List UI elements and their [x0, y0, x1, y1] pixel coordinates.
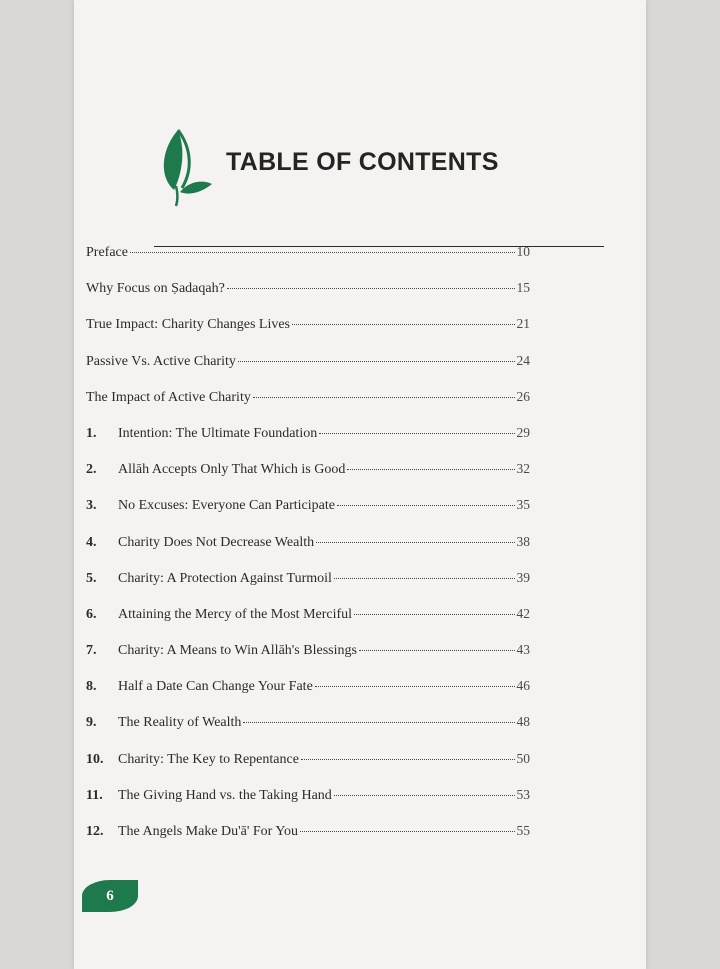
toc-entry[interactable] [86, 353, 530, 389]
dot-leader [301, 759, 515, 760]
toc-list [86, 244, 530, 859]
page-number-badge: 6 [82, 880, 138, 912]
toc-entry[interactable] [86, 316, 530, 352]
toc-entry-number: 11. [86, 787, 103, 803]
toc-entry-number: 4. [86, 534, 97, 550]
toc-entry-page: 42 [516, 605, 530, 621]
toc-entry-label: Passive Vs. Active Charity [86, 353, 236, 369]
toc-entry-page: 39 [516, 569, 530, 585]
dot-leader [238, 361, 515, 362]
toc-entry-number: 3. [86, 498, 97, 514]
toc-entry-label: The Giving Hand vs. the Taking Hand [118, 787, 332, 803]
toc-entry[interactable] [86, 642, 530, 678]
toc-entry-number: 9. [86, 715, 97, 731]
toc-entry-label: True Impact: Charity Changes Lives [86, 317, 291, 333]
toc-entry-label: Allāh Accepts Only That Which is Good [118, 462, 346, 478]
toc-entry-page: 15 [516, 280, 530, 296]
toc-entry-page: 24 [516, 352, 530, 368]
toc-entry-number: 6. [86, 606, 97, 622]
toc-entry-label: Intention: The Ultimate Foundation [118, 425, 318, 441]
toc-entry-label: Half a Date Can Change Your Fate [118, 679, 313, 695]
toc-entry[interactable] [86, 280, 530, 316]
toc-entry-page: 38 [516, 533, 530, 549]
dot-leader [334, 578, 515, 579]
dot-leader [334, 795, 515, 796]
toc-entry-label: The Angels Make Du'ā' For You [118, 824, 299, 839]
toc-entry-label: The Reality of Wealth [118, 715, 242, 731]
page-title: TABLE OF CONTENTS [226, 148, 499, 176]
toc-entry[interactable] [86, 678, 530, 714]
toc-entry[interactable] [86, 461, 530, 497]
toc-entry-number: 2. [86, 462, 97, 478]
dot-leader [354, 614, 514, 615]
toc-entry[interactable] [86, 787, 530, 823]
toc-entry-label: Charity: The Key to Repentance [118, 751, 299, 767]
toc-entry[interactable] [86, 606, 530, 642]
toc-entry-label: Preface [86, 245, 128, 260]
toc-entry[interactable] [86, 714, 530, 750]
toc-entry[interactable] [86, 497, 530, 533]
dot-leader [347, 469, 514, 470]
toc-entry-page: 10 [516, 244, 530, 259]
toc-entry-page: 29 [516, 424, 530, 440]
dot-leader [243, 722, 514, 723]
toc-entry[interactable] [86, 751, 530, 787]
dot-leader [227, 288, 515, 289]
toc-entry[interactable] [86, 389, 530, 425]
toc-entry-number: 12. [86, 824, 104, 839]
dot-leader [319, 433, 514, 434]
toc-entry-page: 21 [516, 316, 530, 332]
toc-entry-page: 46 [516, 678, 530, 694]
toc-entry-page: 48 [516, 714, 530, 730]
toc-entry[interactable] [86, 425, 530, 461]
dot-leader [130, 252, 515, 253]
toc-entry-number: 10. [86, 751, 104, 767]
toc-entry-number: 8. [86, 679, 97, 695]
toc-entry-label: Charity: A Protection Against Turmoil [118, 570, 332, 586]
leaf-logo-icon [156, 128, 214, 210]
toc-entry-page: 32 [516, 461, 530, 477]
toc-entry-page: 50 [516, 750, 530, 766]
toc-entry-label: Charity Does Not Decrease Wealth [118, 534, 315, 550]
toc-entry-number: 1. [86, 425, 97, 441]
dot-leader [300, 831, 514, 832]
toc-entry[interactable] [86, 823, 530, 859]
toc-entry-page: 53 [516, 786, 530, 802]
dot-leader [253, 397, 515, 398]
toc-entry-label: Attaining the Mercy of the Most Merciful [118, 606, 353, 622]
toc-entry-label: Charity: A Means to Win Allāh's Blessings [118, 643, 357, 659]
toc-entry[interactable] [86, 534, 530, 570]
toc-entry[interactable] [86, 570, 530, 606]
toc-entry-page: 43 [516, 642, 530, 658]
dot-leader [359, 650, 515, 651]
toc-entry-label: The Impact of Active Charity [86, 389, 251, 405]
toc-entry-page: 26 [516, 388, 530, 404]
toc-entry[interactable] [86, 244, 530, 280]
toc-entry-number: 7. [86, 643, 97, 659]
toc-entry-label: Why Focus on Ṣadaqah? [86, 281, 225, 297]
toc-entry-label: No Excuses: Everyone Can Participate [118, 498, 335, 514]
toc-entry-number: 5. [86, 570, 97, 586]
toc-entry-page: 55 [516, 823, 530, 838]
dot-leader [337, 505, 515, 506]
toc-entry-page: 35 [516, 497, 530, 513]
dot-leader [315, 686, 515, 687]
dot-leader [316, 542, 514, 543]
dot-leader [292, 324, 514, 325]
